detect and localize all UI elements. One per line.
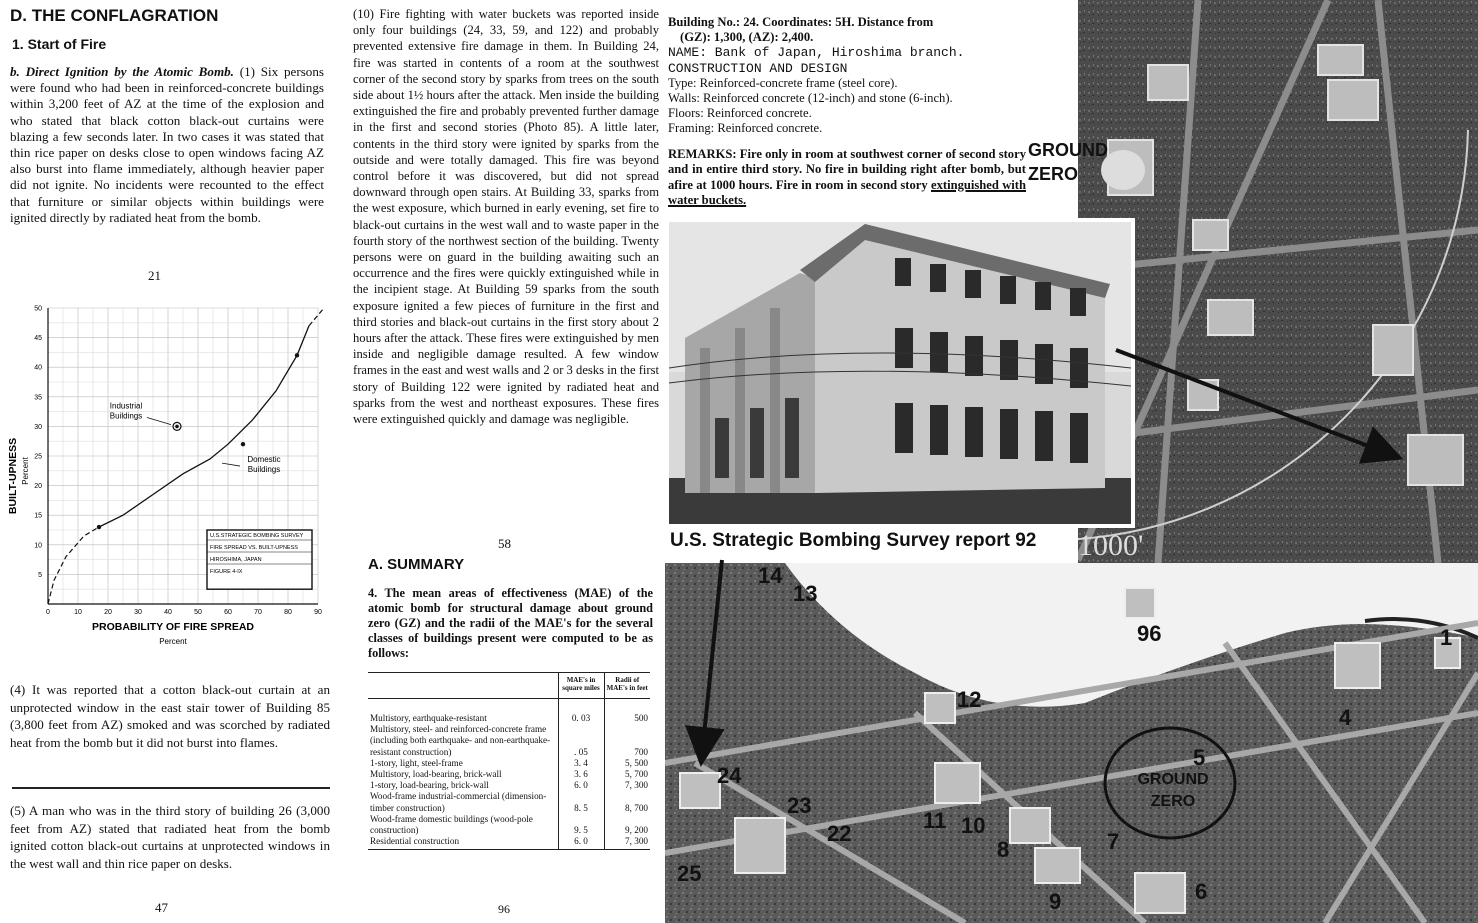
building-label-24: 24 — [717, 763, 742, 788]
annotation-industrial: Industrial — [109, 401, 143, 411]
building-label-22: 22 — [827, 821, 852, 846]
page-number: 21 — [148, 268, 161, 283]
gz-line2: ZERO — [1150, 793, 1196, 810]
legend-line: FIRE SPREAD VS. BUILT-UPNESS — [210, 545, 298, 551]
building-label-12: 12 — [957, 687, 982, 712]
annotation-domestic: Domestic — [247, 454, 281, 464]
record-floors: Floors: Reinforced concrete. — [668, 106, 812, 121]
aerial-bottom-image — [665, 563, 1478, 923]
table-row — [368, 836, 650, 850]
left-page-column — [0, 0, 343, 923]
aerial-photo-bottom — [665, 563, 1478, 923]
x-axis-label: PROBABILITY OF FIRE SPREAD — [92, 621, 254, 633]
table-cell-label: 1-story, load-bearing, brick-wall — [370, 780, 489, 791]
table-cell-radius: 500 — [604, 699, 650, 725]
data-point — [295, 353, 299, 357]
table-cell-label: Wood-frame domestic buildings (wood-pole construction) — [370, 813, 533, 836]
y-axis-label: BUILT-UPNESS — [7, 437, 19, 515]
y-tick-label: 50 — [34, 305, 42, 313]
annotation-leader — [222, 463, 240, 466]
remarks-underlined: extinguished with water buckets. — [668, 177, 1026, 208]
building-label-8: 8 — [997, 837, 1010, 862]
building-label-1: 1 — [1440, 625, 1453, 650]
mae-table — [368, 672, 650, 850]
paragraph-four: (4) It was reported that a cotton black-out curtain at an unprotected window in the east stair tower of Building 85 (3,800 feet from AZ) smoked and was scorched by radiated heat from the bomb but it did not burst into flames. — [10, 682, 330, 750]
summary-paragraph: 4. The mean areas of effectiveness (MAE) of the atomic bomb for structural damage about ground zero (GZ) and the radii of the MAE's for the several classes of buildings present were computed to be as follows: — [368, 586, 653, 660]
ground-zero-label-bottom — [1113, 769, 1233, 813]
annotation-domestic-2: Buildings — [247, 464, 281, 474]
annotation-leader — [147, 418, 171, 425]
y-tick-label: 40 — [34, 364, 42, 372]
aerial-scale-label: 1000' — [1078, 529, 1144, 562]
building-label-5: 5 — [1193, 745, 1206, 770]
photo-caption: U.S. Strategic Bombing Survey report 92 — [670, 530, 1037, 551]
x-tick-label: 20 — [104, 609, 112, 616]
table-cell-radius: 5, 700 — [604, 769, 650, 780]
divider — [12, 787, 330, 789]
building-label-7: 7 — [1107, 829, 1120, 854]
building-label-13: 13 — [793, 581, 818, 606]
table-cell-mae: . 05 — [558, 724, 604, 758]
y-axis-unit: Percent — [21, 457, 30, 485]
record-framing: Framing: Reinforced concrete. — [668, 121, 823, 136]
y-tick-label: 5 — [38, 571, 42, 579]
building-label-11: 11 — [923, 808, 947, 833]
paragraph-ten: (10) Fire fighting with water buckets was reported inside only four buildings (24, 33, 59, and 122) and probably prevented extensive fire damage in them. In Building 24, fire was started in contents of a room at the southwest corner of the second story by sparks from trees on the south side about 1½ hours after the attack. Men inside the building extinguished the fire and probably prevented further damage in the first and second stories (Photo 85). A little later, contents in the third story were ignited by sparks from the outside and were totally damaged. This fire was beyond control before it was discovered, but did not spread downward through open stairs. At Building 33, sparks from the west exposure, which burned in early evening, set fire to black-out curtains in the west wall and to waste paper in the fourth story of the northwest section of the building. Twenty persons were on guard in the building awaiting such an occurrence and the fires were quickly extinguished while in the incipient stage. At Building 59 sparks from the south exposure ignited a few pieces of furniture in the first and third stories and black-out curtains in the first story about 2 hours after the attack. These fires were extinguished by men inside and negligible damage resulted. A few window frames in the east and west walls and 2 or 3 desks in the first story of Building 122 were ignited by radiated heat and sparks from the west and northeast exposures. These fires were extinguished quickly and damage was negligible. — [353, 7, 659, 427]
annotation-industrial-2: Buildings — [109, 411, 143, 421]
table-row — [368, 699, 650, 725]
record-walls: Walls: Reinforced concrete (12-inch) and stone (6-inch). — [668, 91, 953, 106]
y-tick-label: 20 — [34, 483, 42, 491]
record-header-line2: (GZ): 1,300, (AZ): 2,400. — [680, 30, 814, 45]
x-tick-label: 50 — [194, 609, 202, 616]
y-tick-label: 30 — [34, 423, 42, 431]
legend-line: U.S.STRATEGIC BOMBING SURVEY — [210, 533, 304, 539]
table-cell-radius: 7, 300 — [604, 836, 650, 850]
building-label-4: 4 — [1339, 705, 1352, 730]
paragraph-five: (5) A man who was in the third story of building 26 (3,000 feet from AZ) stated that radiated heat from the bomb ignited cotton black-out curtains at unprotected windows in the west wall and thin rice paper on desks. — [10, 803, 330, 871]
y-tick-label: 25 — [34, 453, 42, 461]
building-record-card — [665, 0, 1078, 228]
record-heading: CONSTRUCTION AND DESIGN — [668, 60, 848, 76]
y-tick-label: 15 — [34, 512, 42, 520]
y-tick-label: 10 — [34, 542, 42, 550]
curve-dashed-end — [309, 308, 324, 326]
legend-line: HIROSHIMA, JAPAN — [210, 557, 262, 563]
table-header-row — [368, 673, 650, 699]
building-label-25: 25 — [677, 861, 702, 886]
table-cell-radius: 700 — [604, 724, 650, 758]
table-cell-mae: 8. 5 — [558, 791, 604, 813]
summary-heading: A. SUMMARY — [368, 556, 465, 573]
x-tick-label: 80 — [284, 609, 292, 616]
record-remarks — [668, 147, 1026, 209]
table-header-mae: MAE's in square miles — [558, 673, 604, 699]
page-number: 58 — [498, 536, 511, 551]
table-row — [368, 814, 650, 836]
building-photo — [665, 218, 1135, 528]
paragraph-body: (1) Six persons were found who had been in reinforced-concrete buildings within 3,200 feet of AZ at the time of the explosion and who stated that black cotton black-out curtains were blazing a few seconds later. In two cases it was stated that thin rice paper on desks close to open windows facing AZ also burst into flame immediately, although heavier paper did not ignite. No incidents were recounted to the effect that furniture or similar objects within buildings were ignited directly by radiated heat from the bomb. — [10, 64, 324, 225]
record-body — [668, 15, 1026, 137]
table-cell-label: Residential construction — [368, 836, 558, 850]
table-header-radius: Radii of MAE's in feet — [604, 673, 650, 699]
table-cell-mae: 3. 6 — [558, 769, 604, 780]
curve-dashed-start — [48, 527, 99, 604]
table-cell-radius: 9, 200 — [604, 814, 650, 836]
gz-line1: GROUND — [1028, 140, 1108, 160]
table-row — [368, 724, 650, 758]
table-row — [368, 780, 650, 791]
table-header-blank — [368, 673, 558, 699]
x-tick-label: 40 — [164, 609, 172, 616]
table-cell-radius: 7, 300 — [604, 780, 650, 791]
record-header-line1: Building No.: 24. Coordinates: 5H. Distance from — [668, 15, 934, 29]
gz-line2: ZERO — [1028, 164, 1079, 184]
legend-line: FIGURE 4-IX — [210, 569, 243, 575]
table-cell-mae: 9. 5 — [558, 814, 604, 836]
building-label-6: 6 — [1195, 879, 1208, 904]
table-cell-label: Wood-frame industrial-commercial (dimension-timber construction) — [370, 791, 547, 813]
table-cell-radius: 8, 700 — [604, 791, 650, 813]
industrial-point — [175, 425, 179, 429]
paragraph-direct-ignition — [10, 64, 324, 226]
building-label-14: 14 — [758, 563, 783, 588]
bank-building-image — [665, 218, 1135, 528]
table-cell-label: Multistory, steel- and reinforced-concrete frame (including both earthquake- and non-earthquake-resistant construction) — [370, 724, 551, 757]
x-tick-label: 60 — [224, 609, 232, 616]
data-point — [241, 442, 245, 446]
remarks-text: REMARKS: Fire only in room at southwest corner of second story and in entire third story. No fire in building right after bomb, but afire at 1000 hours. Fire in room in second story — [668, 147, 1026, 192]
table-cell-mae: 6. 0 — [558, 836, 604, 850]
x-tick-label: 10 — [74, 609, 82, 616]
middle-page-column — [343, 0, 665, 923]
chart-canvas — [4, 296, 340, 652]
ground-zero-label-top — [1028, 138, 1148, 196]
page-number: 96 — [498, 902, 510, 916]
gz-line1: GROUND — [1137, 771, 1209, 788]
x-tick-label: 70 — [254, 609, 262, 616]
table-row — [368, 791, 650, 813]
table-cell-mae: 6. 0 — [558, 780, 604, 791]
y-tick-label: 45 — [34, 335, 42, 343]
table-cell-mae: 3. 4 — [558, 758, 604, 769]
x-tick-label: 90 — [314, 609, 322, 616]
table-body — [368, 699, 650, 850]
section-heading: D. THE CONFLAGRATION — [10, 6, 219, 25]
building-label-96: 96 — [1137, 621, 1162, 646]
table-row — [368, 758, 650, 769]
subsection-heading: 1. Start of Fire — [12, 36, 107, 52]
record-name: NAME: Bank of Japan, Hiroshima branch. — [668, 45, 965, 61]
paragraph-lead: b. Direct Ignition by the Atomic Bomb. — [10, 64, 234, 79]
aerial-photo-image — [1078, 0, 1478, 563]
table-cell-label: Multistory, load-bearing, brick-wall — [370, 769, 502, 780]
data-point — [97, 525, 101, 529]
y-tick-label: 35 — [34, 394, 42, 402]
x-axis-unit: Percent — [159, 637, 187, 646]
page-number: 47 — [155, 900, 168, 915]
record-type: Type: Reinforced-concrete frame (steel core). — [668, 75, 898, 90]
building-label-23: 23 — [787, 793, 812, 818]
x-tick-label: 0 — [46, 609, 50, 616]
table-cell-label: Multistory, earthquake-resistant — [370, 713, 487, 723]
building-label-9: 9 — [1049, 889, 1062, 914]
table-cell-mae: 0. 03 — [558, 699, 604, 725]
aerial-photo-top — [1078, 0, 1478, 563]
building-label-10: 10 — [961, 813, 986, 838]
table-cell-radius: 5, 500 — [604, 758, 650, 769]
fire-spread-chart — [4, 296, 340, 652]
table-cell-label: 1-story, light, steel-frame — [370, 757, 463, 768]
x-tick-label: 30 — [134, 609, 142, 616]
table-row — [368, 769, 650, 780]
